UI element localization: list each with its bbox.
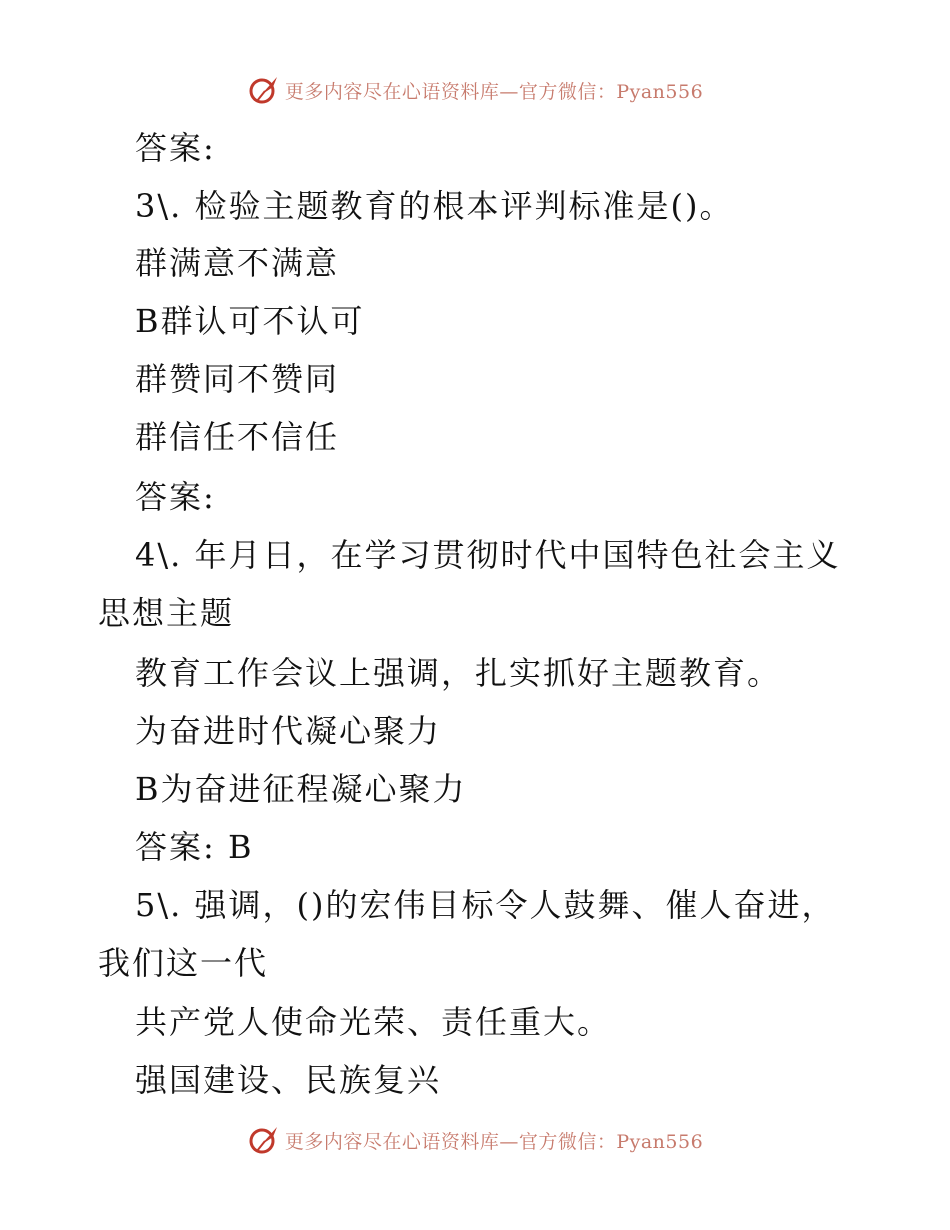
quill-logo-icon <box>247 1123 281 1157</box>
answer-label: 答案: <box>135 129 216 167</box>
option-line: 强国建设、民族复兴 <box>135 1061 442 1099</box>
option-line: B为奋进征程凝心聚力 <box>135 770 467 808</box>
watermark-text: 更多内容尽在心语资料库—官方微信：Pyan556 <box>284 1130 704 1153</box>
question-5: 5\. 强调，()的宏伟目标令人鼓舞、催人奋进， <box>135 886 836 924</box>
question-4-continued: 教育工作会议上强调，扎实抓好主题教育。 <box>135 654 782 692</box>
question-3: 3\. 检验主题教育的根本评判标准是()。 <box>135 187 734 225</box>
option-line: 群满意不满意 <box>135 244 340 282</box>
question-5-continued: 共产党人使命光荣、责任重大。 <box>135 1003 612 1041</box>
option-line: 为奋进时代凝心聚力 <box>135 712 442 750</box>
quill-logo-icon <box>247 73 281 107</box>
question-4-continued: 思想主题 <box>98 594 235 632</box>
option-line: 群信任不信任 <box>135 418 340 456</box>
answer-label: 答案: B <box>135 828 254 866</box>
option-line: B群认可不认可 <box>135 302 365 340</box>
answer-label: 答案: <box>135 478 216 516</box>
watermark-text: 更多内容尽在心语资料库—官方微信：Pyan556 <box>284 80 704 103</box>
question-5-continued: 我们这一代 <box>98 944 269 982</box>
question-4: 4\. 年月日，在学习贯彻时代中国特色社会主义 <box>135 536 841 574</box>
footer-watermark <box>0 1120 950 1160</box>
header-watermark <box>0 70 950 110</box>
option-line: 群赞同不赞同 <box>135 360 340 398</box>
